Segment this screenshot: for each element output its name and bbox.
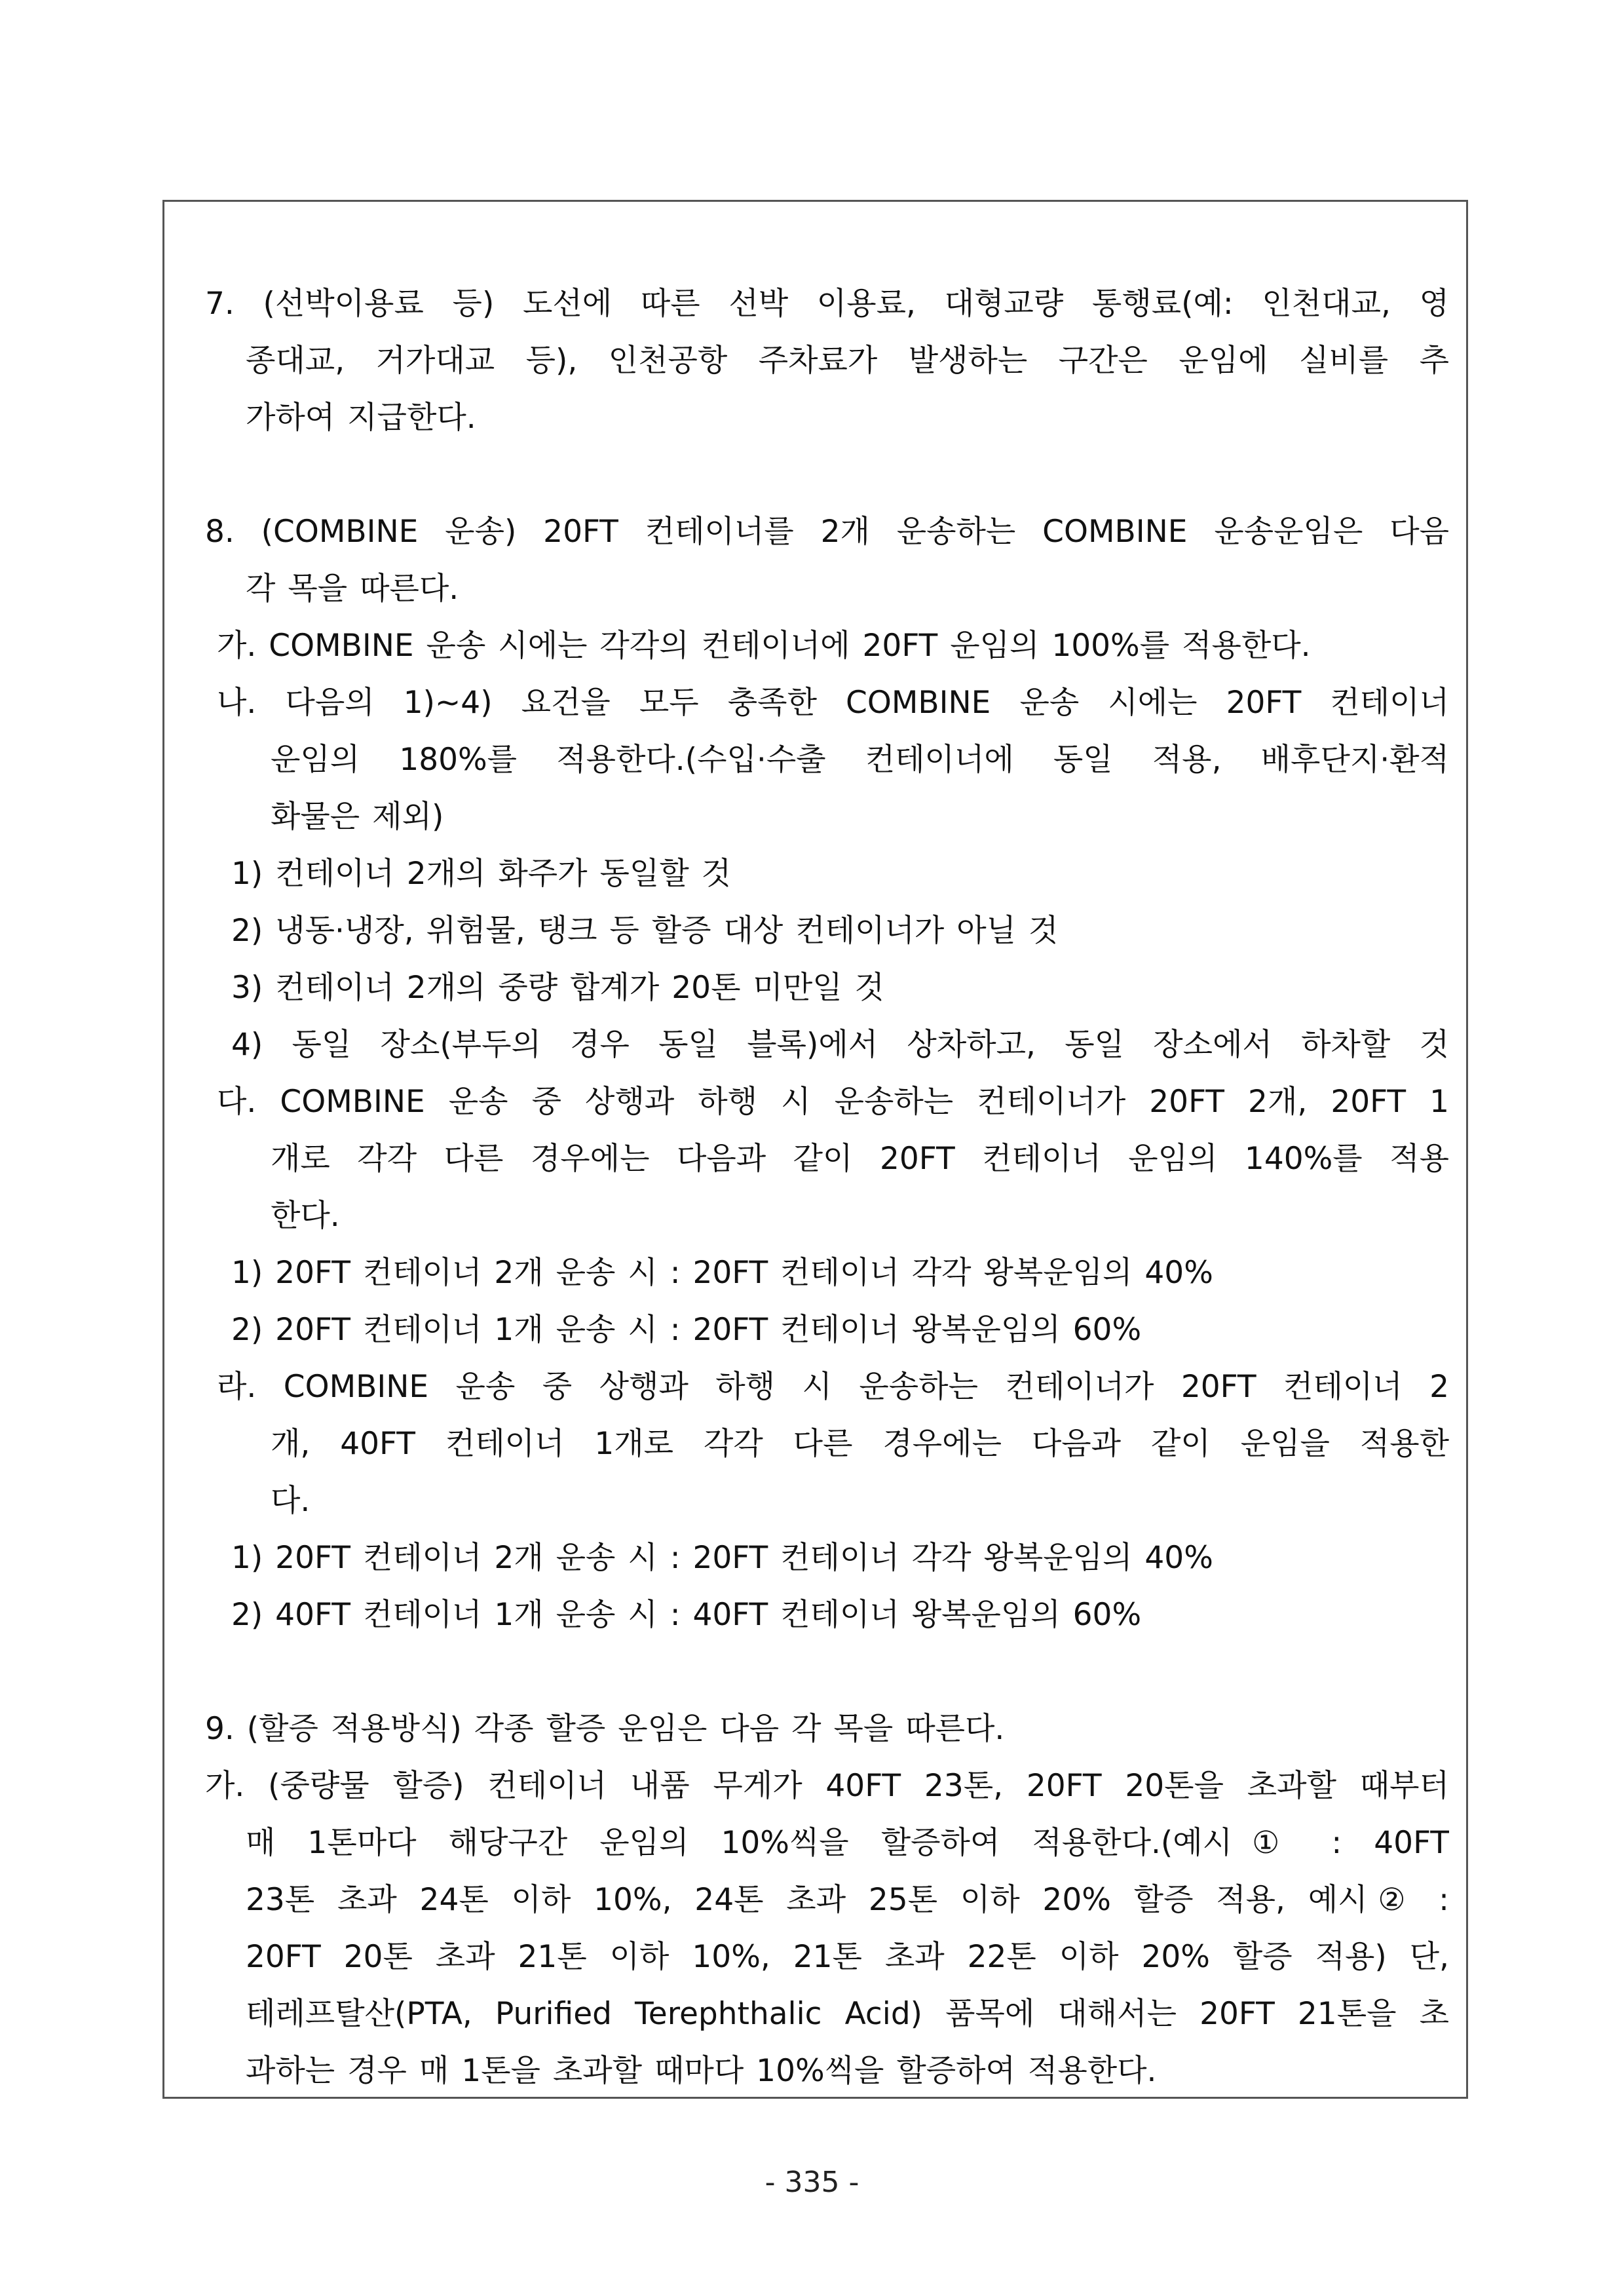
section-8-line-2: 각 목을 따른다.	[246, 571, 459, 607]
section-8-ra-line-2: 개, 40FT 컨테이너 1개로 각각 다른 경우에는 다음과 같이 운임을 적용한	[271, 1426, 1449, 1462]
section-7-line-2: 종대교, 거가대교 등), 인천공항 주차료가 발생하는 구간은 운임에 실비를 추	[246, 343, 1449, 379]
section-8	[205, 503, 1449, 1643]
section-8-line-1: 8. (COMBINE 운송) 20FT 컨테이너를 2개 운송하는 COMBINE 운송운임은 다음	[205, 514, 1449, 550]
section-8-ra-item-2: 2) 40FT 컨테이너 1개 운송 시 : 40FT 컨테이너 왕복운임의 60%	[231, 1597, 1142, 1633]
section-8-na-item-2: 2) 냉동·냉장, 위험물, 탱크 등 할증 대상 컨테이너가 아닐 것	[231, 913, 1059, 949]
section-8-ra-line-3: 다.	[271, 1483, 311, 1519]
section-9-ga-line-4: 20FT 20톤 초과 21톤 이하 10%, 21톤 초과 22톤 이하 20% 할증 적용) 단,	[246, 1939, 1449, 1975]
section-9-ga-line-1: 가. (중량물 할증) 컨테이너 내품 무게가 40FT 23톤, 20FT 20톤을 초과할 때부터	[205, 1768, 1449, 1804]
section-7-line-3: 가하여 지급한다.	[246, 400, 476, 436]
section-8-da-line-2: 개로 각각 다른 경우에는 다음과 같이 20FT 컨테이너 운임의 140%를 적용	[271, 1141, 1449, 1177]
spacer	[164, 1643, 1466, 1700]
section-8-na-item-1: 1) 컨테이너 2개의 화주가 동일할 것	[231, 856, 732, 892]
section-8-da-item-2: 2) 20FT 컨테이너 1개 운송 시 : 20FT 컨테이너 왕복운임의 60%	[231, 1312, 1142, 1348]
section-8-na-line-1: 나. 다음의 1)~4) 요건을 모두 충족한 COMBINE 운송 시에는 20FT 컨테이너	[217, 685, 1449, 721]
section-9-ga-line-3: 23톤 초과 24톤 이하 10%, 24톤 초과 25톤 이하 20% 할증 적용, 예시② :	[246, 1882, 1449, 1918]
spacer	[164, 446, 1466, 503]
section-8-na-line-2: 운임의 180%를 적용한다.(수입·수출 컨테이너에 동일 적용, 배후단지·환적	[271, 742, 1449, 778]
document-body	[164, 275, 1466, 2099]
section-8-da-line-3: 한다.	[271, 1198, 340, 1234]
section-8-na-item-3: 3) 컨테이너 2개의 중량 합계가 20톤 미만일 것	[231, 970, 884, 1006]
section-7-line-1: 7. (선박이용료 등) 도선에 따른 선박 이용료, 대형교량 통행료(예: 인천대교, 영	[205, 286, 1449, 322]
section-7	[205, 275, 1449, 446]
section-8-ga: 가. COMBINE 운송 시에는 각각의 컨테이너에 20FT 운임의 100%를 적용한다.	[217, 628, 1311, 664]
section-8-ra-line-1: 라. COMBINE 운송 중 상행과 하행 시 운송하는 컨테이너가 20FT 컨테이너 2	[217, 1369, 1449, 1405]
section-9-ga-line-6: 과하는 경우 매 1톤을 초과할 때마다 10%씩을 할증하여 적용한다.	[246, 2053, 1157, 2089]
page-number: - 335 -	[765, 2166, 859, 2199]
section-9-line-1: 9. (할증 적용방식) 각종 할증 운임은 다음 각 목을 따른다.	[205, 1711, 1005, 1747]
section-9	[205, 1700, 1449, 2099]
section-8-ra-item-1: 1) 20FT 컨테이너 2개 운송 시 : 20FT 컨테이너 각각 왕복운임의 40%	[231, 1540, 1213, 1576]
section-8-da-line-1: 다. COMBINE 운송 중 상행과 하행 시 운송하는 컨테이너가 20FT 2개, 20FT 1	[217, 1084, 1449, 1120]
section-9-ga-line-5: 테레프탈산(PTA, Purified Terephthalic Acid) 품목에 대해서는 20FT 21톤을 초	[246, 1996, 1449, 2032]
document-frame	[162, 200, 1468, 2099]
section-8-da-item-1: 1) 20FT 컨테이너 2개 운송 시 : 20FT 컨테이너 각각 왕복운임의 40%	[231, 1255, 1213, 1291]
section-8-na-item-4: 4) 동일 장소(부두의 경우 동일 블록)에서 상차하고, 동일 장소에서 하차할 것	[231, 1027, 1449, 1063]
section-8-na-line-3: 화물은 제외)	[271, 799, 444, 835]
section-9-ga-line-2: 매 1톤마다 해당구간 운임의 10%씩을 할증하여 적용한다.(예시① : 40FT	[246, 1825, 1449, 1861]
